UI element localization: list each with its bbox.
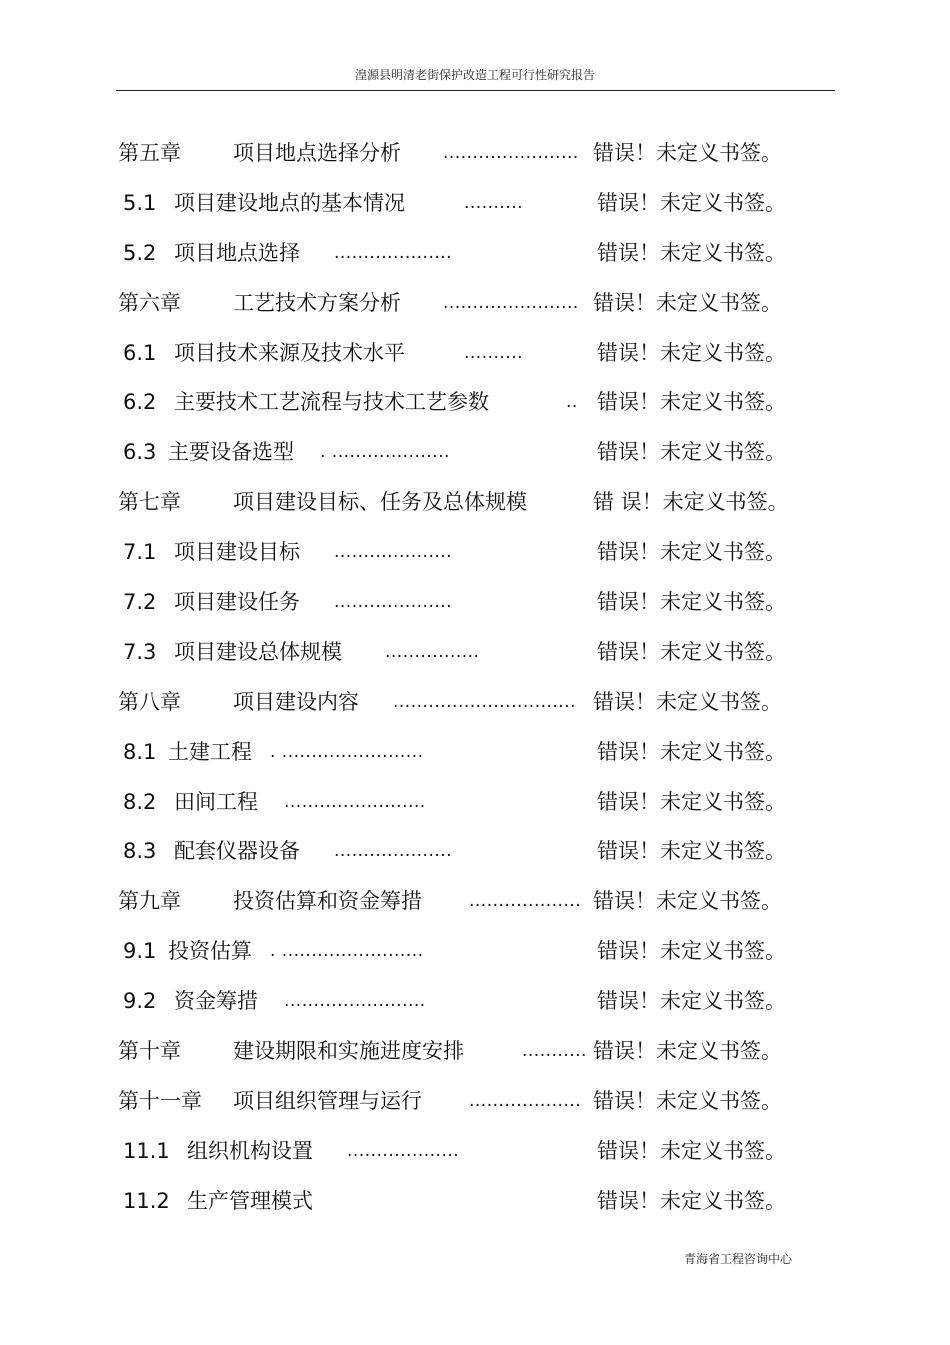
toc-number: 8.2 <box>123 789 157 814</box>
toc-title: 投资估算和资金筹措 <box>233 889 422 914</box>
page-footer: 青海省工程咨询中心 <box>684 1252 793 1266</box>
toc-number: 7.3 <box>123 639 157 664</box>
toc-number: 第十章 <box>118 1039 181 1064</box>
toc-title: 主要设备选型 <box>168 440 294 465</box>
toc-page-ref: 错误！未定义书签。 <box>597 639 786 664</box>
toc-number: 第八章 <box>118 689 181 714</box>
toc-page-ref: 错误！未定义书签。 <box>597 789 786 814</box>
toc-leader-dots: ........... <box>522 1041 587 1062</box>
toc-page-ref: 错误！未定义书签。 <box>597 739 786 764</box>
toc-entry[interactable] <box>0 379 950 429</box>
toc-number: 第七章 <box>118 490 181 515</box>
toc-leader-dots: ....................... <box>443 292 579 313</box>
toc-leader-dots: ........................ <box>284 991 426 1012</box>
toc-entry[interactable] <box>0 629 950 679</box>
toc-entry[interactable] <box>0 1078 950 1128</box>
toc-entry[interactable] <box>0 978 950 1028</box>
toc-number: 9.1 <box>123 939 157 964</box>
toc-number: 第五章 <box>118 141 181 165</box>
toc-entry[interactable] <box>0 529 950 579</box>
toc-number: 7.1 <box>123 540 157 565</box>
toc-entry[interactable] <box>0 828 950 878</box>
toc-page-ref: 错误！未定义书签。 <box>597 190 786 215</box>
toc-title: 项目技术来源及技术水平 <box>174 340 405 365</box>
toc-leader-dots: . ........................ <box>270 741 424 762</box>
toc-number: 11.2 <box>123 1188 170 1213</box>
toc-number: 6.3 <box>123 440 157 465</box>
toc-leader-dots: .. <box>566 392 578 413</box>
toc-leader-dots: .................... <box>334 592 453 613</box>
toc-page-ref: 错误！未定义书签。 <box>597 240 786 265</box>
toc-page-ref: 错误！未定义书签。 <box>597 1138 786 1163</box>
toc-title: 主要技术工艺流程与技术工艺参数 <box>174 390 489 415</box>
toc-entry[interactable] <box>0 779 950 829</box>
toc-number: 6.1 <box>123 340 157 365</box>
toc-title: 项目组织管理与运行 <box>233 1088 422 1113</box>
toc-leader-dots: . .................... <box>320 442 450 463</box>
toc-leader-dots: .................... <box>334 841 453 862</box>
toc-leader-dots: .......... <box>464 342 524 363</box>
toc-leader-dots: ........................ <box>284 791 426 812</box>
toc-title: 生产管理模式 <box>187 1188 313 1213</box>
toc-title: 配套仪器设备 <box>174 839 300 864</box>
page-header: 湟源县明清老街保护改造工程可行性研究报告 <box>354 68 595 82</box>
toc-leader-dots: ....................... <box>443 143 579 163</box>
toc-leader-dots: ................... <box>469 1090 582 1111</box>
toc-page-ref: 错误！未定义书签。 <box>593 141 782 165</box>
toc-number: 11.1 <box>123 1138 170 1163</box>
toc-number: 5.1 <box>123 190 157 215</box>
toc-title: 项目建设内容 <box>233 689 359 714</box>
toc-page-ref: 错误！未定义书签。 <box>597 939 786 964</box>
toc-page-ref: 错误！未定义书签。 <box>597 540 786 565</box>
toc-entry[interactable] <box>0 1178 950 1228</box>
toc-title: 项目建设目标、任务及总体规模 <box>233 490 527 515</box>
toc-entry[interactable] <box>0 429 950 479</box>
toc-title: 项目地点选择 <box>174 240 300 265</box>
toc-title: 投资估算 <box>168 939 252 964</box>
toc-title: 土建工程 <box>168 739 252 764</box>
toc-entry[interactable] <box>0 729 950 779</box>
toc-leader-dots: .......... <box>464 192 524 213</box>
toc-number: 5.2 <box>123 240 157 265</box>
toc-entry[interactable] <box>0 1028 950 1078</box>
toc-title: 项目建设总体规模 <box>174 639 342 664</box>
toc-number: 第十一章 <box>118 1088 202 1113</box>
toc-number: 9.2 <box>123 989 157 1014</box>
toc-title: 组织机构设置 <box>187 1138 313 1163</box>
toc-number: 8.3 <box>123 839 157 864</box>
toc-entry[interactable] <box>0 928 950 978</box>
header-rule <box>116 90 835 91</box>
toc-entry[interactable] <box>0 1128 950 1178</box>
toc-page-ref: 错误！未定义书签。 <box>597 1188 786 1213</box>
toc-number: 第六章 <box>118 290 181 315</box>
toc-leader-dots: ................... <box>347 1140 460 1161</box>
toc-page-ref: 错误！未定义书签。 <box>593 889 782 914</box>
toc-entry[interactable] <box>0 330 950 380</box>
toc-page-ref: 错误！未定义书签。 <box>593 1039 782 1064</box>
toc-title: 项目建设地点的基本情况 <box>174 190 405 215</box>
toc-page-ref: 错误！未定义书签。 <box>597 390 786 415</box>
toc-entry[interactable] <box>0 180 950 230</box>
toc-number: 7.2 <box>123 590 157 615</box>
toc-title: 工艺技术方案分析 <box>233 290 401 315</box>
toc-page-ref: 错误！未定义书签。 <box>593 290 782 315</box>
toc-entry[interactable] <box>0 679 950 729</box>
toc-leader-dots: ................... <box>469 891 582 912</box>
toc-page-ref: 错误！未定义书签。 <box>597 590 786 615</box>
toc-page-ref: 错误！未定义书签。 <box>593 1088 782 1113</box>
toc-entry[interactable] <box>0 130 950 180</box>
toc-leader-dots: .................... <box>334 242 453 263</box>
toc-title: 项目建设任务 <box>174 590 300 615</box>
toc-leader-dots: ............................... <box>393 691 577 712</box>
toc-title: 项目地点选择分析 <box>233 141 401 165</box>
toc-leader-dots: .................... <box>334 542 453 563</box>
toc-entry[interactable] <box>0 479 950 529</box>
toc-title: 建设期限和实施进度安排 <box>233 1039 464 1064</box>
toc-page-ref: 错误！未定义书签。 <box>597 440 786 465</box>
toc-entry[interactable] <box>0 878 950 928</box>
toc-page-ref: 错误！未定义书签。 <box>597 839 786 864</box>
toc-number: 第九章 <box>118 889 181 914</box>
toc-leader-dots: ................ <box>385 641 480 662</box>
toc-title: 田间工程 <box>174 789 258 814</box>
toc-page-ref: 错误！未定义书签。 <box>597 340 786 365</box>
toc-title: 资金筹措 <box>174 989 258 1014</box>
toc-leader-dots: . ........................ <box>270 941 424 962</box>
table-of-contents <box>0 130 950 1228</box>
toc-number: 6.2 <box>123 390 157 415</box>
toc-title: 项目建设目标 <box>174 540 300 565</box>
toc-entry[interactable] <box>0 230 950 280</box>
toc-page-ref: 错误！未定义书签。 <box>597 989 786 1014</box>
toc-entry[interactable] <box>0 579 950 629</box>
toc-number: 8.1 <box>123 739 157 764</box>
toc-entry[interactable] <box>0 280 950 330</box>
toc-page-ref: 错 误！未定义书签。 <box>593 490 789 515</box>
toc-page-ref: 错误！未定义书签。 <box>593 689 782 714</box>
